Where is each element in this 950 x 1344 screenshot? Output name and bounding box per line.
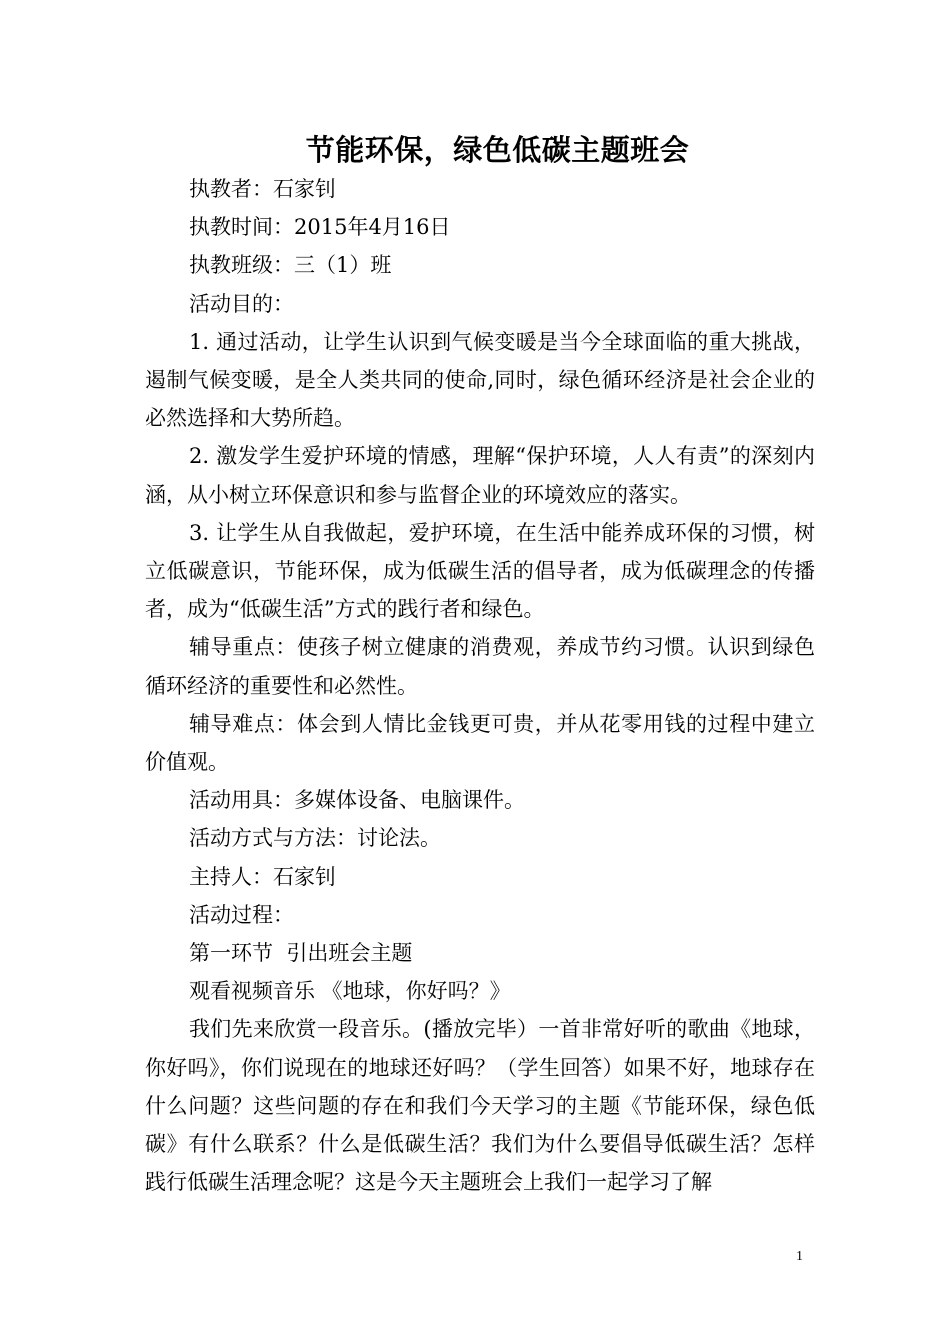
paragraph-materials: 活动用具：多媒体设备、电脑课件。 <box>189 788 525 813</box>
document-body <box>145 170 815 1201</box>
paragraph-goals-heading: 活动目的： <box>189 291 294 316</box>
paragraph-methods: 活动方式与方法：讨论法。 <box>189 826 441 851</box>
paragraph-class: 执教班级：三（1）班 <box>189 253 392 278</box>
paragraph-date: 执教时间：2015年4月16日 <box>189 215 451 240</box>
paragraph-section-1: 第一环节 引出班会主题 <box>189 941 413 966</box>
paragraph-video: 观看视频音乐 《地球，你好吗？》 <box>189 979 511 1004</box>
page-number: 1 <box>796 1249 803 1264</box>
paragraph-difficulties: 辅导难点：体会到人情比金钱更可贵，并从花零用钱的过程中建立价值观。 <box>145 711 815 775</box>
paragraph-teacher: 执教者：石家钊 <box>189 177 336 201</box>
paragraph-key-points: 辅导重点：使孩子树立健康的消费观，养成节约习惯。认识到绿色循环经济的重要性和必然性。 <box>145 635 815 698</box>
paragraph-host: 主持人：石家钊 <box>189 864 336 889</box>
paragraph-goal-3: 3. 让学生从自我做起，爱护环境，在生活中能养成环保的习惯，树立低碳意识，节能环保，成为低碳生活的倡导者，成为低碳理念的传播者，成为“低碳生活”方式的践行者和绿色。 <box>145 520 815 622</box>
paragraph-process-heading: 活动过程： <box>189 902 294 927</box>
paragraph-goal-1: 1. 通过活动，让学生认识到气候变暖是当今全球面临的重大挑战，遏制气候变暖，是全人类共同的使命,同时，绿色循环经济是社会企业的必然选择和大势所趋。 <box>145 329 815 431</box>
document-title: 节能环保，绿色低碳主题班会 <box>305 133 690 167</box>
paragraph-music-intro: 我们先来欣赏一段音乐。(播放完毕）一首非常好听的歌曲《地球，你好吗》，你们说现在的地球还好吗？（学生回答）如果不好，地球存在什么问题？这些问题的存在和我们今天学习的主题《节能环保，绿色低碳》有什么联系？什么是低碳生活？我们为什么要倡导低碳生活？怎样践行低碳生活理念呢？这是今天主题班会上我们一起学习了解 <box>145 1017 815 1195</box>
paragraph-goal-2: 2. 激发学生爱护环境的情感，理解“保护环境，人人有责”的深刻内涵，从小树立环保意识和参与监督企业的环境效应的落实。 <box>145 444 815 507</box>
